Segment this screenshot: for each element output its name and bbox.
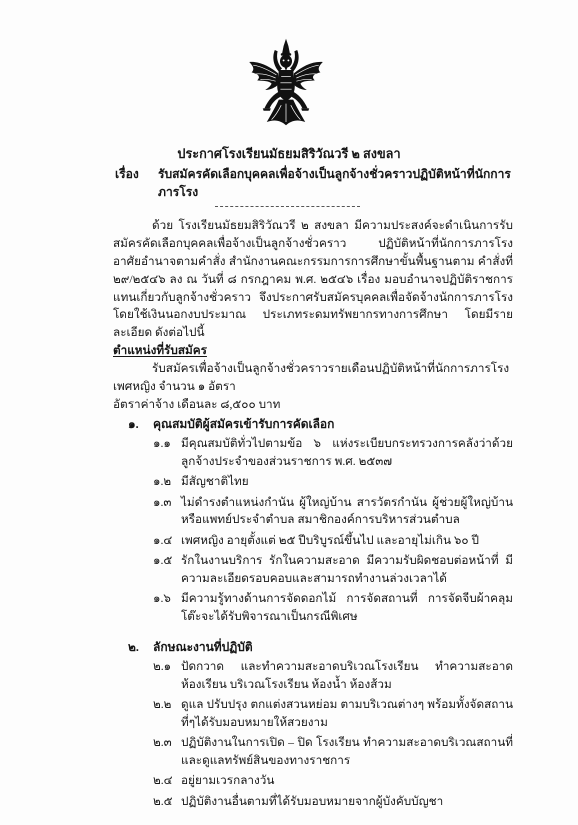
item-text: ไม่ดำรงตำแหน่งกำนัน ผู้ใหญ่บ้าน สารวัตรกำนัน ผู้ช่วยผู้ใหญ่บ้าน หรือแพทย์ประจำตำบล สมาชิกองค์การบริหารส่วนตำบล [181,495,513,527]
item-number: ๑.๖ [153,591,171,605]
list-item [113,590,513,626]
item-number: ๑.๓ [153,495,172,509]
item-number: ๑.๒ [153,475,172,489]
item-number: ๒.๕ [153,794,173,808]
item-number: ๒.๔ [153,774,173,788]
section-title: ลักษณะงานที่ปฏิบัติ [153,639,253,654]
list-item [113,793,513,811]
item-text: เพศหญิง อายุตั้งแต่ ๒๕ ปีบริบูรณ์ขึ้นไป และอายุไม่เกิน ๖๐ ปี [181,533,479,547]
item-number: ๑.๔ [153,533,173,547]
announcement-title: ประกาศโรงเรียนมัธยมสิริวัณวรี ๒ สงขลา [177,147,401,161]
list-item [113,772,513,790]
section-heading [113,415,513,433]
item-text: อยู่ยามเวรกลางวัน [181,774,275,788]
list-item [113,552,513,588]
garuda-emblem-icon [246,38,326,126]
position-paragraph: รับสมัครเพื่อจ้างเป็นลูกจ้างชั่วคราวรายเดือนปฏิบัติหน้าที่นักการภารโรง เพศหญิง จำนวน ๑ อัตรา [113,361,510,393]
list-item [113,435,513,471]
intro-paragraph: ด้วย โรงเรียนมัธยมสิริวัณวรี ๒ สงขลา มีความประสงค์จะดำเนินการรับสมัครคัดเลือกบุคคลเพื่อจ้างเป็นลูกจ้างชั่วคราว ปฏิบัติหน้าที่นักการภารโรง อาศัยอำนาจตามคำสั่ง สำนักงานคณะกรรมการการศึกษาขั้นพื้นฐานตาม คำสั่งที่ ๒๙/๒๕๔๖ ลง ณ วันที่ ๘ กรกฎาคม พ.ศ. ๒๕๔๖ เรื่อง มอบอำนาจปฏิบัติราชการแทนเกี่ยวกับลูกจ้างชั่วคราว จึงประกาศรับสมัครบุคคลเพื่อจัดจ้างนักการภารโรง โดยใช้เงินนอกงบประมาณ ประเภทระดมทรัพยากรทางการศึกษา โดยมีรายละเอียด ดังต่อไปนี้ [113,219,513,340]
section-number: ๑. [128,416,139,431]
list-item [113,734,513,770]
item-text: ปัดกวาด และทำความสะอาดบริเวณโรงเรียน ทำความสะอาดห้องเรียน บริเวณโรงเรียน ห้องน้ำ ห้องส้วม [181,660,513,691]
list-item [113,473,513,491]
document-body [0,145,578,818]
position-heading: ตำแหน่งที่รับสมัคร [113,344,207,358]
item-text: มีสัญชาติไทย [181,475,249,489]
list-item [113,696,513,732]
section-title: คุณสมบัติผู้สมัครเข้ารับการคัดเลือก [153,416,335,431]
item-text: มีคุณสมบัติทั่วไปตามข้อ ๖ แห่งระเบียบกระทรวงการคลังว่าด้วยลูกจ้างประจำของส่วนราชการ พ.ศ. ๒๕๓๗ [181,437,513,469]
item-text: ปฏิบัติงานในการเปิด – ปิด โรงเรียน ทำความสะอาดบริเวณสถานที่และดูแลทรัพย์สินของทางราชการ [181,736,513,768]
subject-row [113,165,513,202]
item-number: ๒.๒ [153,698,172,712]
item-text: รักในงานบริการ รักในความสะอาด มีความรับผิดชอบต่อหน้าที่ มีความละเอียดรอบคอบและสามารถทำงานล่วงเวลาได้ [181,553,513,585]
item-number: ๒.๓ [153,736,172,750]
item-text: ดูแล ปรับปรุง ตกแต่งสวนหย่อม ตามบริเวณต่างๆ พร้อมทั้งจัดสถานที่ๆได้รับมอบหมายให้สวยงาม [181,698,513,730]
subject-text: รับสมัครคัดเลือกบุคคลเพื่อจ้างเป็นลูกจ้างชั่วคราวปฏิบัติหน้าที่นักการภารโรง [158,166,511,200]
item-number: ๑.๕ [153,553,173,567]
item-text: มีความรู้ทางด้านการจัดดอกไม้ การจัดสถานที่ การจัดจีบผ้าคลุมโต๊ะจะได้รับพิจารณาเป็นกรณีพิเศษ [181,591,513,623]
item-number: ๒.๑ [153,660,172,674]
garuda-emblem-svg [246,38,326,126]
dashed-separator [215,206,360,207]
item-number: ๑.๑ [153,437,171,451]
subject-label: เรื่อง [115,166,139,181]
section-heading [113,638,513,656]
section-number: ๒. [128,639,139,654]
list-item [113,494,513,530]
list-item [113,658,513,694]
list-item [113,532,513,550]
item-text: ปฏิบัติงานอื่นตามที่ได้รับมอบหมายจากผู้บังคับบัญชา [181,794,444,808]
wage-line: อัตราค่าจ้าง เดือนละ ๘,๕๐๐ บาท [113,397,281,411]
